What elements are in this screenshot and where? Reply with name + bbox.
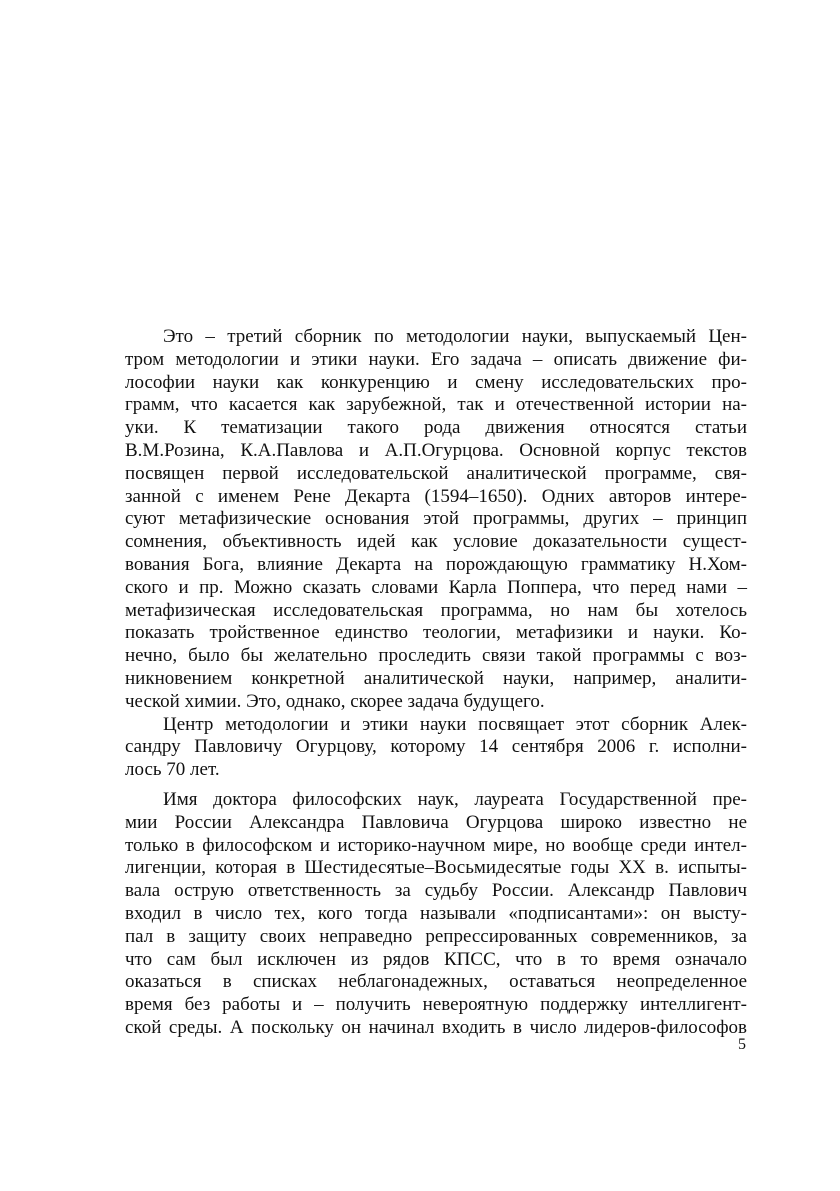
text-line: ской среды. А поскольку он начинал входить в число лидеров-философов <box>125 1016 747 1038</box>
paragraph-2 <box>125 714 747 782</box>
text-line: В.М.Розина, К.А.Павлова и А.П.Огурцова. Основной корпус текстов <box>125 439 747 461</box>
text-line: Это – третий сборник по методологии науки, выпускаемый Цен- <box>163 326 747 347</box>
text-line: вала острую ответственность за судьбу России. Александр Павлович <box>125 880 747 902</box>
text-line: грамм, что касается как зарубежной, так и отечественной истории на- <box>125 394 747 416</box>
text-line: метафизическая исследовательская программа, но нам бы хотелось <box>125 599 747 621</box>
text-line: пал в защиту своих неправедно репрессированных современников, за <box>125 925 747 947</box>
text-line: занной с именем Рене Декарта (1594–1650). Одних авторов интере- <box>125 485 747 507</box>
text-line: оказаться в списках неблагонадежных, оставаться неопределенное <box>125 971 747 993</box>
text-line: ского и пр. Можно сказать словами Карла Поппера, что перед нами – <box>125 576 747 598</box>
text-line: только в философском и историко-научном мире, но вообще среди интел- <box>125 834 747 856</box>
paragraph-spacer <box>125 782 747 789</box>
text-line: Имя доктора философских наук, лауреата Государственной пре- <box>163 788 747 810</box>
text-line: время без работы и – получить невероятную поддержку интеллигент- <box>125 994 747 1016</box>
text-line: нечно, было бы желательно проследить связи такой программы с воз- <box>125 645 747 667</box>
text-line: мии России Александра Павловича Огурцова широко известно не <box>125 811 747 833</box>
body-text <box>125 326 747 1040</box>
text-line: лось 70 лет. <box>125 759 220 781</box>
text-line: лигенции, которая в Шестидесятые–Восьмидесятые годы XX в. испыты- <box>125 857 747 879</box>
text-line: что сам был исключен из рядов КПСС, что в то время означало <box>125 948 747 970</box>
text-line: входил в число тех, кого тогда называли «подписантами»: он высту- <box>125 902 747 924</box>
text-line: Центр методологии и этики науки посвящает этот сборник Алек- <box>163 713 747 735</box>
text-line: ческой химии. Это, однако, скорее задача будущего. <box>125 690 545 712</box>
paragraph-3 <box>125 789 747 1040</box>
text-line: показать тройственное единство теологии, метафизики и науки. Ко- <box>125 622 747 644</box>
page-number: 5 <box>738 1036 746 1053</box>
text-line: никновением конкретной аналитической науки, например, аналити- <box>125 667 747 689</box>
paragraph-1 <box>125 326 747 714</box>
text-line: лософии науки как конкуренцию и смену исследовательских про- <box>125 371 747 393</box>
text-line: сандру Павловичу Огурцову, которому 14 сентября 2006 г. исполни- <box>125 736 747 758</box>
text-line: тром методологии и этики науки. Его задача – описать движение фи- <box>125 348 747 370</box>
text-line: вования Бога, влияние Декарта на порождающую грамматику Н.Хом- <box>125 553 747 575</box>
text-line: уки. К тематизации такого рода движения относятся статьи <box>125 417 747 439</box>
text-line: посвящен первой исследовательской аналитической программе, свя- <box>125 462 747 484</box>
text-line: суют метафизические основания этой программы, других – принцип <box>125 508 747 530</box>
text-line: сомнения, объективность идей как условие доказательности сущест- <box>125 531 747 553</box>
